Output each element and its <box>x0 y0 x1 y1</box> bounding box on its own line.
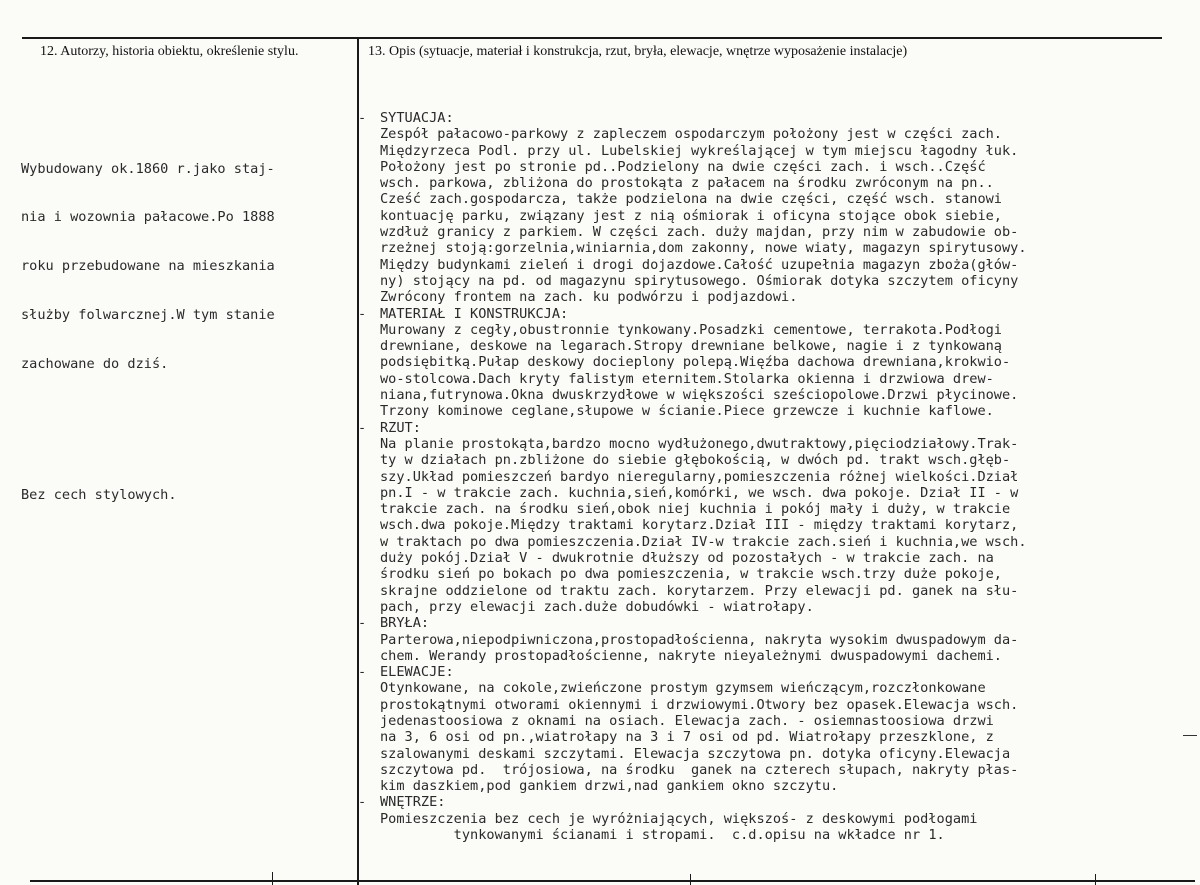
section-dash: - <box>358 110 367 126</box>
description-line: środku sień po bokach po dwa pomieszczenia, w trakcie wsch.trzy duże pokoje, <box>380 566 1002 583</box>
history-line: służby folwarcznej.W tym stanie <box>21 307 275 324</box>
description-line: wo-stolcowa.Dach kryty falistym eternitem.Stolarka okienna i drzwiowa drew- <box>380 370 994 387</box>
description-line: podsiębitką.Pułap deskowy docieplony polepą.Więźba dachowa drewniana,krokwio- <box>380 354 1011 371</box>
margin-tick <box>1183 735 1197 736</box>
description-section <box>358 794 1027 844</box>
section-dash: - <box>358 794 367 811</box>
section-heading: SYTUACJA: <box>380 110 454 126</box>
description-line: Na planie prostokąta,bardzo mocno wydłużonego,dwutraktowy,pięciodziałowy.Trak- <box>380 435 1019 452</box>
field-12-header: 12. Autorzy, historia obiektu, określenie stylu. <box>40 44 299 59</box>
style-note: Bez cech stylowych. <box>21 486 177 503</box>
description-line: chem. Werandy prostopadłościenne, nakryte nieyależnymi dwuspadowymi dachemi. <box>380 647 1002 664</box>
description-line: Położony jest po stronie pd..Podzielony na dwie części zach. i wsch..Część <box>380 158 986 175</box>
column-divider <box>357 37 359 885</box>
description-line: pach, przy elewacji zach.duże dobudówki - wiatrołapy. <box>380 598 814 615</box>
section-heading: WNĘTRZE: <box>380 794 446 811</box>
description-line: pn.I - w trakcie zach. kuchnia,sień,komórki, we wsch. dwa pokoje. Dział II - w <box>380 484 1019 501</box>
history-text <box>21 128 275 519</box>
description-section <box>358 305 1027 420</box>
section-dash: - <box>358 615 367 632</box>
description-line: Między budynkami zieleń i drogi dojazdowe.Całość uzupełnia magazyn zboża(głów- <box>380 256 1019 273</box>
description-line: kontuację parku, związany jest z nią ośmiorak i oficyna stojące obok siebie, <box>380 207 1002 224</box>
description-line: kim daszkiem,pod gankiem drzwi,nad gankiem okno szczytu. <box>380 778 839 795</box>
section-heading: MATERIAŁ I KONSTRUKCJA: <box>380 305 569 322</box>
description-line: trakcie zach. na środku sień,obok niej kuchnia i pokój mały i duży, w trakcie <box>380 501 1011 518</box>
description-section <box>358 615 1027 664</box>
description-line: szalowanymi deskami szczytami. Elewacja szczytowa pn. dotyka oficyny.Elewacja <box>380 745 1011 762</box>
history-line: nia i wozownia pałacowe.Po 1888 <box>21 209 275 226</box>
description-line: niana,futrynowa.Okna dwuskrzydłowe w większości sześciopolowe.Drzwi płycinowe. <box>380 387 1019 404</box>
description-line: Parterowa,niepodpiwniczona,prostopadłościenna, nakryta wysokim dwuspadowym da- <box>380 631 1019 648</box>
history-line: zachowane do dziś. <box>21 356 169 373</box>
description-line: ny) stojący na pd. od magazynu spirytusowego. Ośmiorak dotyka szczytem oficyny <box>380 272 1019 289</box>
description-line: prostokątnymi otworami okiennymi i drzwiowymi.Otwory bez opasek.Elewacja wsch. <box>380 696 1019 713</box>
bottom-tick-1 <box>272 872 273 885</box>
description-line: w traktach po dwa pomieszczenia.Dział IV-w trakcie zach.sień i kuchnia,we wsch. <box>380 533 1027 550</box>
description-line: skrajne oddzielone od traktu zach. korytarzem. Przy elewacji pd. ganek na słu- <box>380 582 1019 599</box>
field-13-header: 13. Opis (sytuacje, materiał i konstrukcja, rzut, bryła, elewacje, wnętrze wyposażenie instalacje) <box>368 44 908 59</box>
history-line: roku przebudowane na mieszkania <box>21 258 275 275</box>
description-line: Trzony kominowe ceglane,słupowe w ścianie.Piece grzewcze i kuchnie kaflowe. <box>380 403 994 420</box>
description-line: Zespół pałacowo-parkowy z zapleczem ospodarczym położony jest w części zach. <box>380 126 1002 143</box>
description-section <box>358 110 1027 306</box>
description-line: tynkowanymi ścianami i stropami. c.d.opisu na wkładce nr 1. <box>380 827 945 844</box>
description-text <box>358 110 1027 844</box>
description-line: jedenastoosiowa z oknami na osiach. Elewacja zach. - osiemnastoosiowa drzwi <box>380 712 994 729</box>
description-line: duży pokój.Dział V - dwukrotnie dłuższy od pozostałych - w trakcie zach. na <box>380 550 994 567</box>
section-heading: BRYŁA: <box>380 615 430 632</box>
description-line: Otynkowane, na cokole,zwieńczone prostym gzymsem wieńczącym,rozczłonkowane <box>380 680 986 697</box>
description-line: Murowany z cegły,obustronnie tynkowany.Posadzki cementowe, terrakota.Podłogi <box>380 321 1002 338</box>
description-line: Zwrócony frontem na zach. ku podwórzu i podjazdowi. <box>380 289 798 306</box>
description-line: Pomieszczenia bez cech je wyróżniających, większoś- z deskowymi podłogami <box>380 810 978 827</box>
bottom-tick-3 <box>1095 874 1096 885</box>
description-line: Międzyrzeca Podl. przy ul. Lubelskiej wykreślającej w tym miejscu łagodny łuk. <box>380 142 1019 159</box>
description-line: rzeżnej stoją:gorzelnia,winiarnia,dom zakonny, nowe wiaty, magazyn spirytusowy. <box>380 240 1027 257</box>
history-line: Wybudowany ok.1860 r.jako staj- <box>21 160 275 177</box>
section-dash: - <box>358 419 367 436</box>
description-line: wsch. parkowa, zbliżona do prostokąta z pałacem na środku zwróconym na pn.. <box>380 175 994 192</box>
description-section <box>358 664 1027 795</box>
section-heading: ELEWACJE: <box>380 664 454 681</box>
description-line: ty w działach pn.zbliżone do siebie głębokością, w dwóch pd. trakt wsch.głęb- <box>380 452 1011 469</box>
description-line: szy.Układ pomieszczeń bardyo nieregularny,pomieszczenia różnej wielkości.Dział <box>380 468 1019 485</box>
bottom-rule <box>30 880 1195 882</box>
section-dash: - <box>358 305 367 322</box>
description-line: szczytowa pd. trójosiowa, na środku ganek na czterech słupach, nakryty płas- <box>380 761 1019 778</box>
description-line: Cześć zach.gospodarcza, także podzielona na dwie części, część wsch. stanowi <box>380 191 1002 208</box>
description-line: wsch.dwa pokoje.Między traktami korytarz.Dział III - między traktami korytarz, <box>380 517 1019 534</box>
top-rule <box>22 37 1162 39</box>
section-dash: - <box>358 664 367 681</box>
description-line: na 3, 6 osi od pn.,wiatrołapy na 3 i 7 osi od pd. Wiatrołapy przeszklone, z <box>380 729 994 746</box>
description-line: wzdłuż granicy z parkiem. W części zach. duży majdan, przy nim w zabudowie ob- <box>380 224 1019 241</box>
section-heading: RZUT: <box>380 419 421 436</box>
description-line: drewniane, deskowe na legarach.Stropy drewniane belkowe, nagie i z tynkowaną <box>380 338 1002 355</box>
bottom-tick-2 <box>690 874 691 885</box>
description-section <box>358 419 1027 616</box>
